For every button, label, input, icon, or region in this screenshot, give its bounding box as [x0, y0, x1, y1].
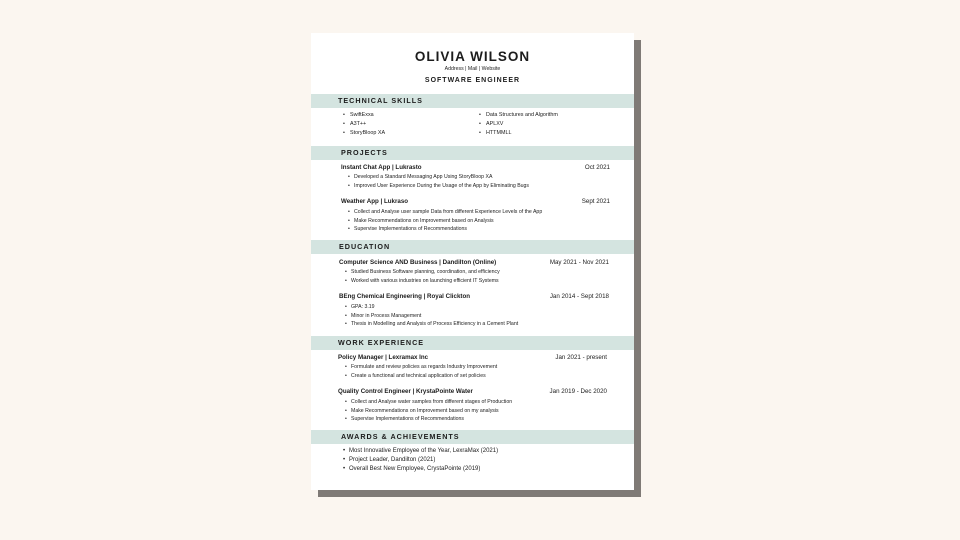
- education-bullets: [351, 268, 500, 285]
- skill-item: • Data Structures and Algorithm: [486, 111, 558, 120]
- project-bullets: [354, 173, 529, 190]
- section-band-education: [311, 240, 634, 254]
- education-bullets: [351, 303, 518, 329]
- award-item: • Project Leader, Dandilton (2021): [349, 456, 498, 465]
- section-band-projects: [311, 146, 634, 160]
- bullet-item: • Formulate and review policies as regards Industry Improvement: [351, 363, 497, 372]
- work-title: Quality Control Engineer | KrystaPointe Water: [338, 388, 473, 395]
- education-title: Computer Science AND Business | Dandilton (Online): [339, 259, 497, 266]
- skills-list-left: [350, 111, 385, 137]
- job-title: SOFTWARE ENGINEER: [424, 77, 521, 84]
- bullet-item: • Studied Business Software planning, coordination, and efficiency: [351, 268, 500, 277]
- bullet-item: • Thesis in Modelling and Analysis of Process Efficiency in a Cement Plant: [351, 320, 518, 329]
- skill-item: • APLXV: [486, 120, 558, 129]
- project-date: Oct 2021: [584, 164, 610, 171]
- bullet-item: • Make Recommendations on Improvement based on my analysis: [351, 407, 512, 416]
- project-title: Instant Chat App | Lukrasto: [341, 164, 422, 171]
- work-bullets: [351, 363, 497, 380]
- skills-list-right: [486, 111, 558, 137]
- skill-item: • SwiftExxa: [350, 111, 385, 120]
- work-bullets: [351, 398, 512, 424]
- education-date: May 2021 - Nov 2021: [549, 259, 609, 266]
- bullet-item: • GPA: 3.19: [351, 303, 518, 312]
- bullet-item: • Minor in Process Management: [351, 312, 518, 321]
- section-band-awards: [311, 430, 634, 444]
- education-title: BEng Chemical Engineering | Royal Clickton: [339, 293, 471, 300]
- bullet-item: • Make Recommendations on Improvement based on Analysis: [354, 217, 542, 226]
- section-heading-awards: AWARDS & ACHIEVEMENTS: [341, 432, 460, 441]
- bullet-item: • Improved User Experience During the Usage of the App by Eliminating Bugs: [354, 182, 529, 191]
- section-heading-projects: PROJECTS: [341, 148, 388, 157]
- resume-name: OLIVIA WILSON: [414, 49, 531, 64]
- section-band-work: [311, 336, 634, 350]
- awards-list: [349, 447, 498, 474]
- bullet-item: • Collect and Analyse user sample Data from different Experience Levels of the App: [354, 208, 542, 217]
- resume-page: [311, 33, 634, 490]
- education-date: Jan 2014 - Sept 2018: [549, 293, 609, 300]
- bullet-item: • Create a functional and technical application of set policies: [351, 372, 497, 381]
- work-date: Jan 2021 - present: [555, 354, 607, 361]
- award-item: • Overall Best New Employee, CrystaPointe (2019): [349, 465, 498, 474]
- skill-item: • StoryBloop XA: [350, 129, 385, 138]
- project-title: Weather App | Lukraso: [341, 198, 409, 205]
- bullet-item: • Developed a Standard Messaging App Using StoryBloop XA: [354, 173, 529, 182]
- skill-item: • HTTMMLL: [486, 129, 558, 138]
- section-heading-education: EDUCATION: [339, 242, 391, 251]
- project-bullets: [354, 208, 542, 234]
- bullet-item: • Worked with various industries on launching efficient IT Systems: [351, 277, 500, 286]
- project-date: Sept 2021: [581, 198, 610, 205]
- skill-item: • A3T++: [350, 120, 385, 129]
- section-heading-skills: TECHNICAL SKILLS: [338, 96, 423, 105]
- bullet-item: • Collect and Analyse water samples from different stages of Production: [351, 398, 512, 407]
- bullet-item: • Supervise Implementations of Recommendations: [351, 415, 512, 424]
- section-band-skills: [311, 94, 634, 108]
- section-heading-work: WORK EXPERIENCE: [338, 338, 425, 347]
- award-item: • Most Innovative Employee of the Year, LexraMax (2021): [349, 447, 498, 456]
- bullet-item: • Supervise Implementations of Recommendations: [354, 225, 542, 234]
- contact-line: Address | Mail | Website: [444, 66, 501, 72]
- work-title: Policy Manager | Lexramax Inc: [338, 354, 429, 361]
- work-date: Jan 2019 - Dec 2020: [549, 388, 607, 395]
